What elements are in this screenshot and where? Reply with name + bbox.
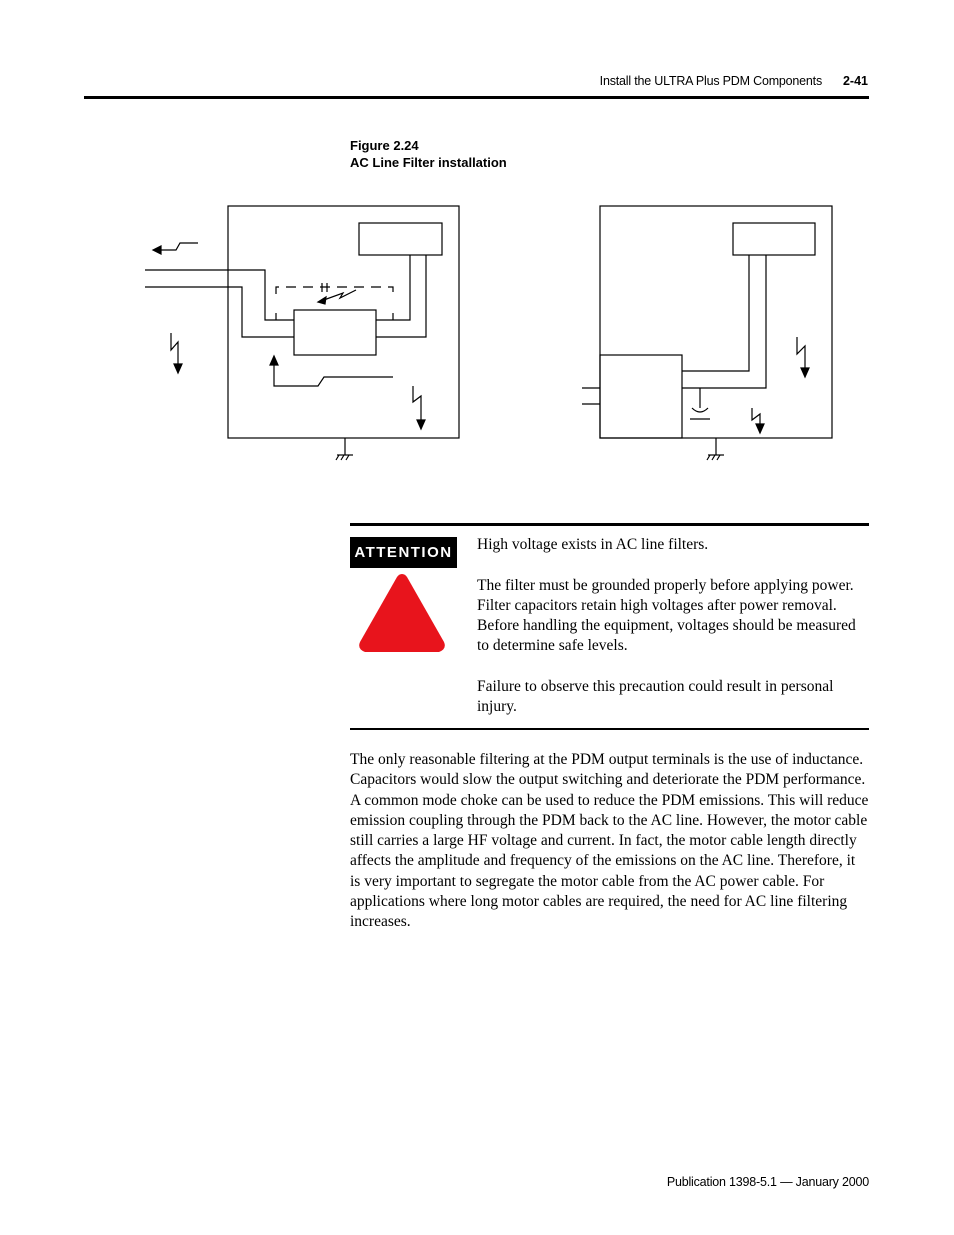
right-line-2 bbox=[682, 255, 766, 388]
left-line-1 bbox=[145, 270, 294, 320]
left-top-box bbox=[359, 223, 442, 255]
left-noise-arrow-outside bbox=[171, 333, 178, 368]
body-text bbox=[350, 750, 869, 933]
right-enclosure bbox=[600, 206, 832, 438]
page-number: 2-41 bbox=[842, 74, 868, 88]
attention-message bbox=[477, 535, 869, 738]
footer-publication: Publication 1398-5.1 — January 2000 bbox=[666, 1175, 869, 1189]
left-enclosure bbox=[228, 206, 459, 438]
left-line-4 bbox=[376, 255, 426, 337]
left-line-2 bbox=[145, 287, 294, 337]
attention-paragraph: High voltage exists in AC line filters. bbox=[477, 536, 709, 553]
running-header-title: Install the ULTRA Plus PDM Components bbox=[599, 74, 822, 88]
attention-paragraph: The filter must be grounded properly before applying power. Filter capacitors retain high voltages after power removal. Before handling the equipment, voltages should be measured to determine safe levels. bbox=[477, 576, 856, 655]
left-noise-arrow-upper bbox=[158, 243, 198, 250]
attention-rule-top bbox=[350, 523, 869, 526]
body-paragraph: The only reasonable filtering at the PDM output terminals is the use of inductance. Capacitors would slow the output switching and deteriorate the PDM performance. A common mode choke can be used to reduce the PDM emissions. This will reduce emission coupling through the PDM back to the AC line. However, the motor cable still carries a large HF voltage and current. In fact, the motor cable length directly affects the amplitude and frequency of the emissions on the AC line. Therefore, it is very important to segregate the motor cable from the AC power cable. For applications where long motor cables are required, the need for AC line filtering increases. bbox=[350, 751, 869, 931]
attention-rule-bottom bbox=[350, 728, 869, 730]
left-noise-arrow-bottom bbox=[274, 362, 393, 386]
figure-title: AC Line Filter installation bbox=[350, 155, 507, 170]
warning-triangle-icon bbox=[357, 570, 447, 654]
figure-number: Figure 2.24 bbox=[350, 138, 419, 153]
attention-paragraph: Failure to observe this precaution could result in personal injury. bbox=[477, 678, 834, 716]
left-noise-arrow-inside bbox=[413, 386, 421, 424]
left-dashed-shield bbox=[276, 287, 393, 294]
right-line-1 bbox=[682, 255, 749, 371]
right-noise-arrow-outer bbox=[797, 337, 805, 372]
attention-label: ATTENTION bbox=[350, 537, 457, 568]
ac-line-filter-diagram bbox=[0, 0, 954, 480]
right-filter-box bbox=[600, 355, 682, 438]
left-filter-box bbox=[294, 310, 376, 355]
right-top-box bbox=[733, 223, 815, 255]
